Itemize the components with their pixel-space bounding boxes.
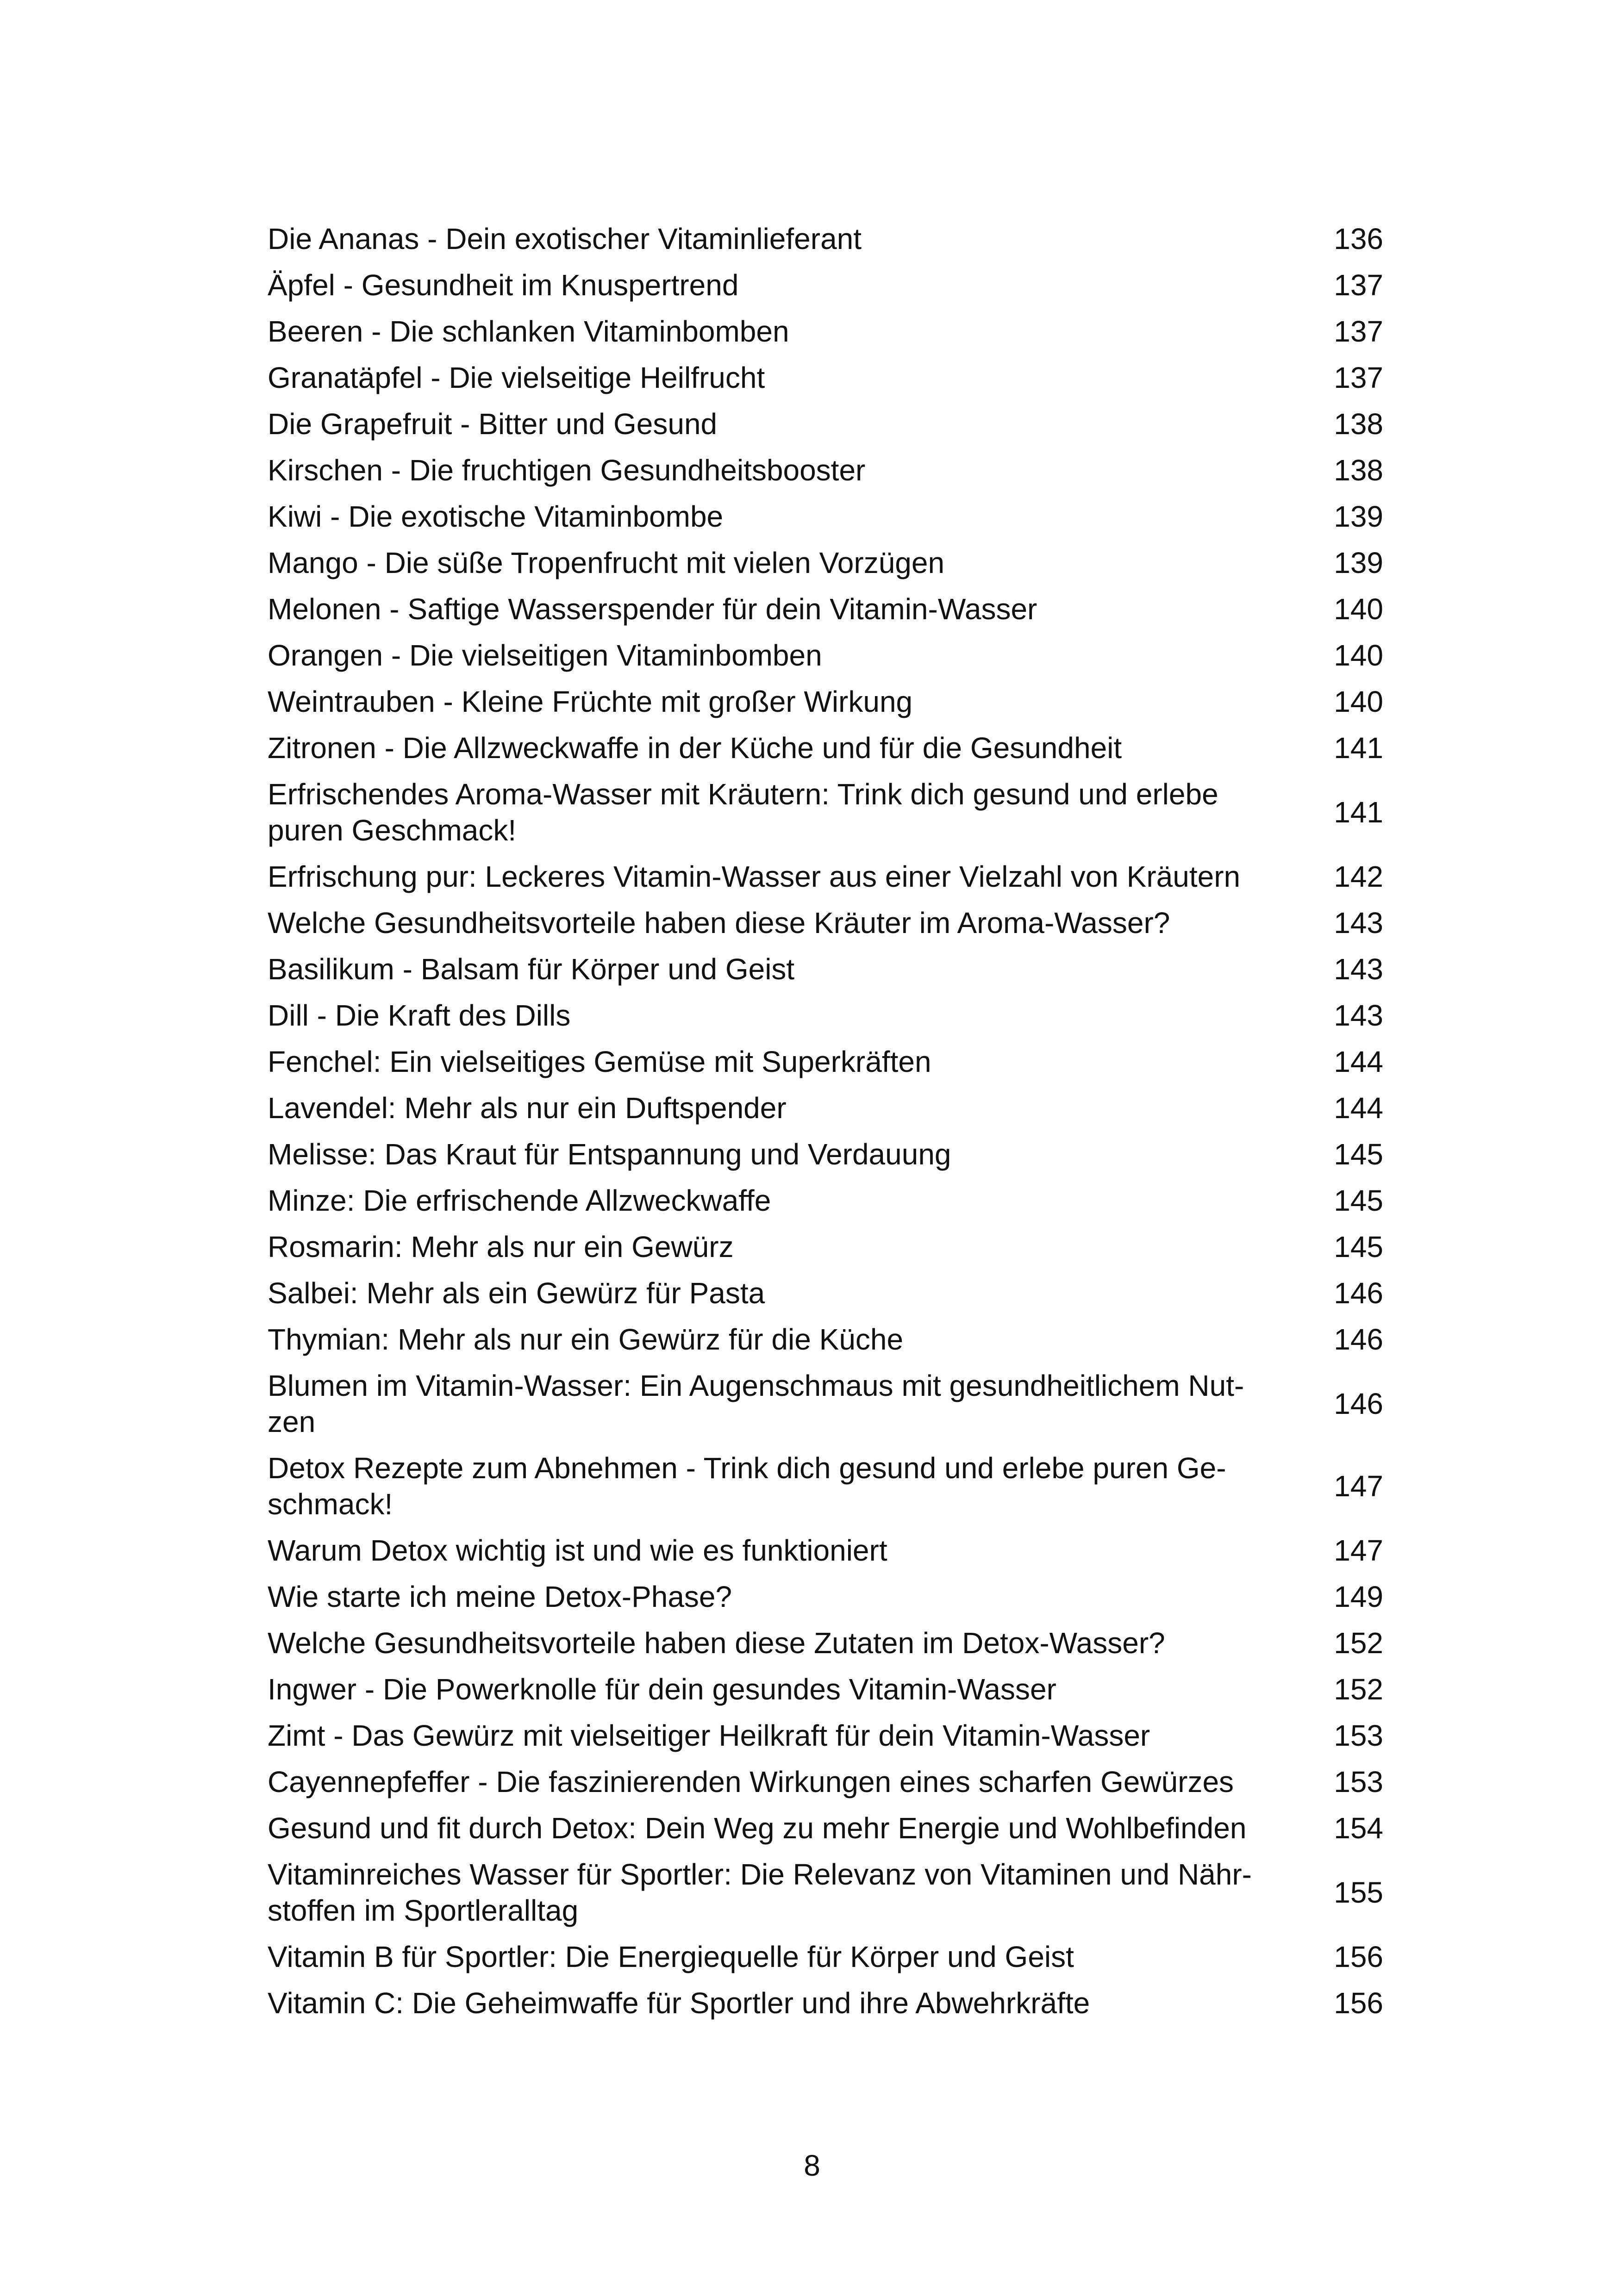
toc-entry-title: Die Grapefruit - Bitter und Gesund: [268, 407, 718, 441]
toc-entry[interactable]: [268, 355, 1388, 401]
toc-entry-page: 146: [1334, 1387, 1383, 1420]
toc-entry-page: 147: [1334, 1534, 1383, 1567]
toc-entry-page: 152: [1334, 1673, 1383, 1706]
toc-entry-title: Basilikum - Balsam für Körper und Geist: [268, 952, 795, 986]
toc-entry[interactable]: [268, 1759, 1388, 1805]
toc-entry-title: Fenchel: Ein vielseitiges Gemüse mit Superkräften: [268, 1045, 931, 1078]
toc-entry-title: Welche Gesundheitsvorteile haben diese Kräuter im Aroma-Wasser?: [268, 906, 1170, 940]
toc-entry-page: 141: [1334, 731, 1383, 765]
toc-entry-page: 144: [1334, 1045, 1383, 1078]
toc-entry-page: 156: [1334, 1986, 1383, 2020]
toc-entry[interactable]: [268, 725, 1388, 771]
toc-entry-page: 145: [1334, 1230, 1383, 1263]
toc-entry[interactable]: [268, 447, 1388, 493]
toc-entry[interactable]: [268, 771, 1388, 853]
toc-entry[interactable]: [268, 1363, 1388, 1445]
toc-entry[interactable]: [268, 1851, 1388, 1934]
toc-entry[interactable]: [268, 1574, 1388, 1620]
toc-entry-title: Orangen - Die vielseitigen Vitaminbomben: [268, 639, 822, 672]
toc-entry-page: 140: [1334, 685, 1383, 718]
toc-entry-page: 146: [1334, 1323, 1383, 1356]
toc-entry[interactable]: [268, 1666, 1388, 1712]
toc-entry-title: Erfrischendes Aroma-Wasser mit Kräutern: Trink dich gesund und erlebe puren Geschmack!: [268, 778, 1218, 847]
toc-entry-title: Salbei: Mehr als ein Gewürz für Pasta: [268, 1276, 765, 1310]
toc-entry[interactable]: [268, 1131, 1388, 1177]
toc-entry[interactable]: [268, 308, 1388, 355]
toc-entry-page: 143: [1334, 906, 1383, 940]
toc-entry-title: Minze: Die erfrischende Allzweckwaffe: [268, 1184, 771, 1217]
toc-entry-title: Zitronen - Die Allzweckwaffe in der Küche und für die Gesundheit: [268, 731, 1122, 765]
toc-entry-page: 138: [1334, 407, 1383, 441]
toc-entry-title: Lavendel: Mehr als nur ein Duftspender: [268, 1091, 787, 1125]
toc-entry-title: Ingwer - Die Powerknolle für dein gesundes Vitamin-Wasser: [268, 1673, 1056, 1706]
toc-entry-title: Melonen - Saftige Wasserspender für dein Vitamin-Wasser: [268, 592, 1037, 626]
toc-entry-title: Granatäpfel - Die vielseitige Heilfrucht: [268, 361, 765, 394]
toc-entry[interactable]: [268, 900, 1388, 946]
toc-entry[interactable]: [268, 1527, 1388, 1574]
toc-entry-title: Mango - Die süße Tropenfrucht mit vielen Vorzügen: [268, 546, 945, 579]
toc-entry-title: Vitamin B für Sportler: Die Energiequelle für Körper und Geist: [268, 1940, 1074, 1973]
toc-entry-title: Die Ananas - Dein exotischer Vitaminlieferant: [268, 222, 862, 255]
toc-entry[interactable]: [268, 1177, 1388, 1224]
toc-entry-page: 142: [1334, 860, 1383, 893]
toc-entry[interactable]: [268, 1224, 1388, 1270]
toc-entry[interactable]: [268, 540, 1388, 586]
toc-entry-page: 137: [1334, 315, 1383, 348]
toc-entry[interactable]: [268, 1805, 1388, 1851]
toc-entry-title: Vitaminreiches Wasser für Sportler: Die Relevanz von Vitaminen und Nähr- stoffen im Sportleralltag: [268, 1858, 1252, 1927]
toc-entry-page: 146: [1334, 1276, 1383, 1310]
toc-entry[interactable]: [268, 216, 1388, 262]
toc-entry[interactable]: [268, 1085, 1388, 1131]
toc-entry[interactable]: [268, 1270, 1388, 1316]
toc-entry-page: 140: [1334, 639, 1383, 672]
toc-entry[interactable]: [268, 992, 1388, 1039]
toc-entry-page: 139: [1334, 546, 1383, 579]
toc-entry[interactable]: [268, 678, 1388, 725]
toc-entry-title: Kiwi - Die exotische Vitaminbombe: [268, 500, 724, 533]
toc-entry-title: Kirschen - Die fruchtigen Gesundheitsbooster: [268, 454, 866, 487]
toc-entry-page: 156: [1334, 1940, 1383, 1973]
toc-entry[interactable]: [268, 853, 1388, 900]
toc-entry-page: 154: [1334, 1811, 1383, 1845]
toc-entry[interactable]: [268, 1980, 1388, 2026]
toc-entry[interactable]: [268, 1712, 1388, 1759]
toc-entry-page: 149: [1334, 1580, 1383, 1613]
toc-entry-page: 136: [1334, 222, 1383, 255]
toc-entry-page: 145: [1334, 1184, 1383, 1217]
toc-entry[interactable]: [268, 1620, 1388, 1666]
toc-entry-title: Blumen im Vitamin-Wasser: Ein Augenschmaus mit gesundheitlichem Nut- zen: [268, 1369, 1244, 1438]
toc-entry-page: 143: [1334, 999, 1383, 1032]
toc-entry[interactable]: [268, 493, 1388, 540]
toc-entry-title: Äpfel - Gesundheit im Knuspertrend: [268, 268, 739, 302]
toc-entry-title: Weintrauben - Kleine Früchte mit großer Wirkung: [268, 685, 913, 718]
toc-entry[interactable]: [268, 632, 1388, 678]
toc-entry-title: Cayennepfeffer - Die faszinierenden Wirkungen eines scharfen Gewürzes: [268, 1765, 1234, 1798]
toc-entry-title: Gesund und fit durch Detox: Dein Weg zu mehr Energie und Wohlbefinden: [268, 1811, 1247, 1845]
toc-entry-title: Welche Gesundheitsvorteile haben diese Zutaten im Detox-Wasser?: [268, 1626, 1165, 1660]
toc-entry-page: 155: [1334, 1876, 1383, 1909]
table-of-contents: [268, 216, 1388, 2026]
toc-entry[interactable]: [268, 1316, 1388, 1363]
toc-entry[interactable]: [268, 1039, 1388, 1085]
page-number: 8: [804, 2149, 820, 2182]
toc-entry-title: Rosmarin: Mehr als nur ein Gewürz: [268, 1230, 734, 1263]
toc-entry[interactable]: [268, 1934, 1388, 1980]
toc-entry-page: 143: [1334, 952, 1383, 986]
toc-entry-title: Wie starte ich meine Detox-Phase?: [268, 1580, 732, 1613]
toc-entry[interactable]: [268, 586, 1388, 632]
toc-entry-page: 153: [1334, 1719, 1383, 1752]
toc-entry-page: 141: [1334, 796, 1383, 829]
toc-entry[interactable]: [268, 262, 1388, 308]
toc-entry-title: Vitamin C: Die Geheimwaffe für Sportler und ihre Abwehrkräfte: [268, 1986, 1090, 2020]
toc-entry-page: 147: [1334, 1469, 1383, 1503]
toc-entry-page: 153: [1334, 1765, 1383, 1798]
toc-entry-title: Zimt - Das Gewürz mit vielseitiger Heilkraft für dein Vitamin-Wasser: [268, 1719, 1150, 1752]
toc-entry[interactable]: [268, 401, 1388, 447]
toc-entry-title: Erfrischung pur: Leckeres Vitamin-Wasser aus einer Vielzahl von Kräutern: [268, 860, 1241, 893]
toc-entry-page: 140: [1334, 592, 1383, 626]
toc-entry[interactable]: [268, 1445, 1388, 1527]
toc-entry-title: Melisse: Das Kraut für Entspannung und Verdauung: [268, 1138, 951, 1171]
toc-entry-page: 152: [1334, 1626, 1383, 1660]
toc-entry-title: Thymian: Mehr als nur ein Gewürz für die Küche: [268, 1323, 904, 1356]
toc-entry-page: 139: [1334, 500, 1383, 533]
toc-entry-page: 145: [1334, 1138, 1383, 1171]
toc-entry-title: Warum Detox wichtig ist und wie es funktioniert: [268, 1534, 887, 1567]
toc-entry-page: 137: [1334, 268, 1383, 302]
toc-entry-page: 137: [1334, 361, 1383, 394]
toc-entry-title: Dill - Die Kraft des Dills: [268, 999, 571, 1032]
toc-entry-page: 144: [1334, 1091, 1383, 1125]
toc-entry-page: 138: [1334, 454, 1383, 487]
toc-entry-title: Beeren - Die schlanken Vitaminbomben: [268, 315, 789, 348]
toc-entry-title: Detox Rezepte zum Abnehmen - Trink dich gesund und erlebe puren Ge- schmack!: [268, 1451, 1226, 1521]
toc-entry[interactable]: [268, 946, 1388, 992]
